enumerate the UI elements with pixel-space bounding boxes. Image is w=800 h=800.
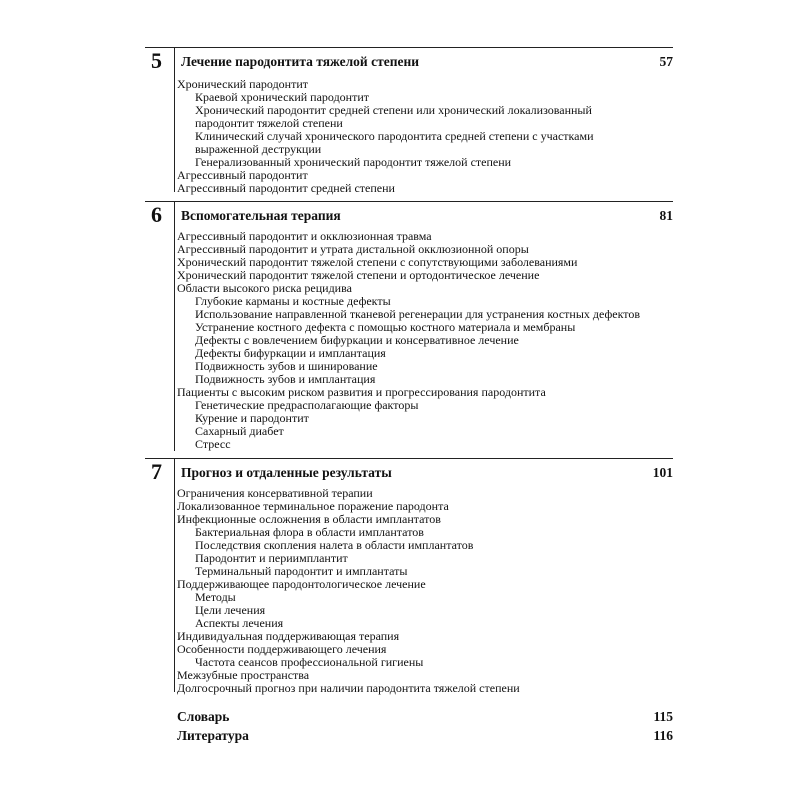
toc-entry: Ограничения консервативной терапии [177,486,373,500]
toc-subentry: Пародонтит и периимплантит [195,551,348,565]
toc-subentry: Подвижность зубов и шинирование [195,359,378,373]
toc-subentry: Дефекты бифуркации и имплантация [195,346,386,360]
toc-subentry: Клинический случай хронического пародонтита средней степени с участками выраженной деструкции [195,129,594,156]
chapter-6 [145,201,673,451]
toc-entry: Долгосрочный прогноз при наличии пародонтита тяжелой степени [177,681,520,695]
toc-subentry: Использование направленной тканевой регенерации для устранения костных дефектов [195,307,640,321]
toc-entry: Локализованное терминальное поражение пародонта [177,499,449,513]
toc-entry: Пациенты с высоким риском развития и прогрессирования пародонтита [177,385,546,399]
toc-subentry: Сахарный диабет [195,424,284,438]
toc-subentry: Терминальный пародонтит и имплантаты [195,564,408,578]
toc-subentry: Дефекты с вовлечением бифуркации и консервативное лечение [195,333,519,347]
chapter-entries [145,230,673,451]
chapter-heading [145,48,673,76]
chapter-entries [145,487,673,695]
toc-subentry: Хронический пародонтит средней степени или хронический локализованный пародонтит тяжелой степени [195,103,592,130]
toc-subentry: Устранение костного дефекта с помощью костного материала и мембраны [195,320,576,334]
toc-entry: Хронический пародонтит [177,77,309,91]
chapter-number-rule [174,458,175,692]
toc-entry: Хронический пародонтит тяжелой степени с сопутствующими заболеваниями [177,255,578,269]
toc-entry: Поддерживающее пародонтологическое лечение [177,577,426,591]
toc-subentry: Генетические предрасполагающие факторы [195,398,419,412]
toc-entry: Хронический пародонтит тяжелой степени и ортодонтическое лечение [177,268,540,282]
back-matter-title: Литература [177,728,249,743]
toc-subentry: Подвижность зубов и имплантация [195,372,376,386]
toc-subentry: Краевой хронический пародонтит [195,90,370,104]
chapter-7 [145,458,673,695]
toc-entry: Особенности поддерживающего лечения [177,642,387,656]
toc-subentry: Стресс [195,437,231,451]
toc-subentry: Цели лечения [195,603,266,617]
chapter-page-number: 81 [659,208,673,223]
back-matter-page-number: 115 [653,709,673,724]
toc-entry: Агрессивный пародонтит средней степени [177,181,395,195]
back-matter-glossary [177,708,673,726]
toc-subentry: Глубокие карманы и костные дефекты [195,294,391,308]
toc-entry: Агрессивный пародонтит и утрата дистальной окклюзионной опоры [177,242,529,256]
back-matter-page-number: 116 [653,728,673,743]
toc-subentry: Курение и пародонтит [195,411,309,425]
chapter-number-rule [174,201,175,451]
toc-entry: Агрессивный пародонтит и окклюзионная травма [177,229,432,243]
back-matter-title: Словарь [177,709,230,724]
back-matter-references [177,727,673,745]
toc-subentry: Аспекты лечения [195,616,284,630]
toc-entry: Межзубные пространства [177,668,310,682]
chapter-title: Прогноз и отдаленные результаты [181,465,392,480]
toc-entry: Инфекционные осложнения в области имплантатов [177,512,441,526]
chapter-number: 5 [151,48,162,73]
chapter-entries [145,78,673,195]
chapter-number: 6 [151,202,162,227]
toc-entry: Индивидуальная поддерживающая терапия [177,629,400,643]
chapter-title: Вспомогательная терапия [181,208,341,223]
chapter-title: Лечение пародонтита тяжелой степени [181,54,420,69]
toc-subentry: Частота сеансов профессиональной гигиены [195,655,424,669]
chapter-page-number: 57 [659,54,673,69]
toc-entry: Агрессивный пародонтит [177,168,308,182]
toc-subentry: Методы [195,590,236,604]
chapter-heading [145,459,673,487]
toc-subentry: Последствия скопления налета в области имплантатов [195,538,474,552]
toc-subentry: Бактериальная флора в области имплантатов [195,525,424,539]
chapter-5 [145,47,673,195]
chapter-page-number: 101 [652,465,673,480]
toc-entry: Области высокого риска рецидива [177,281,352,295]
toc-subentry: Генерализованный хронический пародонтит тяжелой степени [195,155,512,169]
chapter-number: 7 [151,459,162,484]
chapter-heading [145,202,673,230]
